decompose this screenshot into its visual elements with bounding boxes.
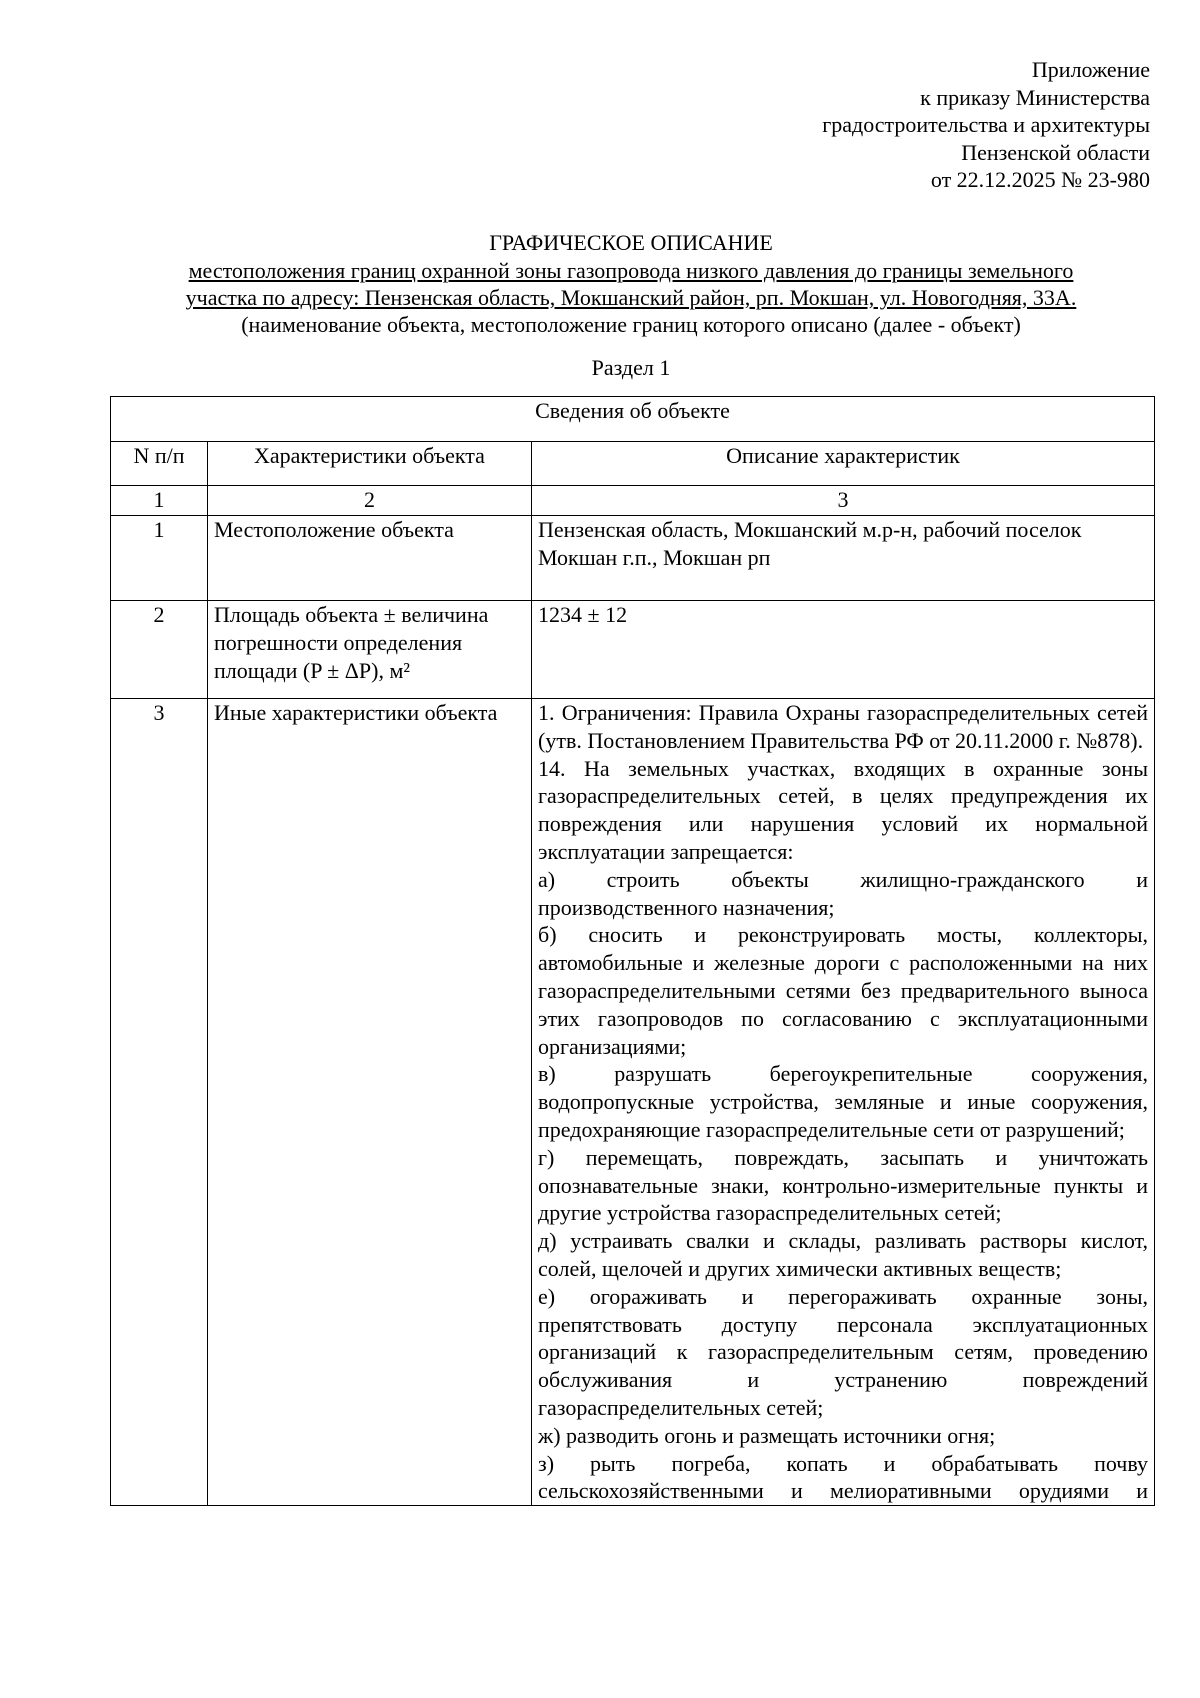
desc-paragraph: з) рыть погреба, копать и обрабатывать почву сельскохозяйственными и мелиоративными орудиями и — [538, 1450, 1148, 1504]
section-heading: Раздел 1 — [591, 355, 671, 380]
table-row — [111, 601, 1155, 699]
row-name: Местоположение объекта — [208, 516, 532, 601]
header-description: Описание характеристик — [532, 442, 1155, 486]
row-desc — [532, 699, 1155, 1506]
appendix-line: от 22.12.2025 № 23-980 — [930, 167, 1150, 192]
col-number: 1 — [111, 486, 208, 516]
desc-paragraph: а) строить объекты жилищно-гражданского и производственного назначения; — [538, 866, 1148, 920]
row-desc: 1234 ± 12 — [532, 601, 1155, 699]
row-name: Площадь объекта ± величина погрешности определения площади (P ± ΔP), м² — [208, 601, 532, 699]
document-subtitle — [0, 257, 1200, 338]
row-name: Иные характеристики объекта — [208, 699, 532, 1506]
appendix-line: Пензенской области — [961, 139, 1150, 165]
desc-paragraph: в) разрушать берегоукрепительные сооружения, водопропускные устройства, земляные и иные сооружения, предохраняющие газораспределительные сети от разрушений; — [538, 1061, 1148, 1142]
col-number: 2 — [208, 486, 532, 516]
desc-paragraph: г) перемещать, повреждать, засыпать и уничтожать опознавательные знаки, контрольно-измерительные пункты и другие устройства газораспределительных сетей; — [538, 1144, 1148, 1226]
appendix-block — [650, 56, 1150, 194]
desc-paragraph: 14. На земельных участках, входящих в охранные зоны газораспределительных сетей, в целях предупреждения их повреждения или нарушения условий их нормальной эксплуатации запрещается: — [538, 755, 1148, 864]
desc-paragraph: 1. Ограничения: Правила Охраны газораспределительных сетей (утв. Постановлением Правительства РФ от 20.11.2000 г. №878). — [538, 700, 1148, 753]
row-num: 3 — [111, 699, 208, 1506]
table-row — [111, 699, 1155, 1506]
document-title: ГРАФИЧЕСКОЕ ОПИСАНИЕ — [489, 230, 773, 255]
header-num: N п/п — [111, 442, 208, 486]
subtitle-note: (наименование объекта, местоположение границ которого описано (далее - объект) — [241, 312, 1021, 337]
row-desc: Пензенская область, Мокшанский м.р-н, рабочий поселок Мокшан г.п., Мокшан рп — [532, 516, 1155, 601]
table-caption: Сведения об объекте — [111, 397, 1155, 442]
desc-paragraph: д) устраивать свалки и склады, разливать растворы кислот, солей, щелочей и других химически активных веществ; — [538, 1228, 1148, 1281]
subtitle-line: местоположения границ охранной зоны газопровода низкого давления до границы земельного — [188, 258, 1074, 283]
header-characteristics: Характеристики объекта — [208, 442, 532, 486]
table-row — [111, 516, 1155, 601]
object-info-table — [110, 396, 1155, 1506]
desc-paragraph: б) сносить и реконструировать мосты, коллекторы, автомобильные и железные дороги с расположенными на них газораспределительными сетями без предварительного выноса этих газопроводов по согласованию с эксплуатационными организациями; — [538, 922, 1148, 1059]
col-number: 3 — [532, 486, 1155, 516]
appendix-line: к приказу Министерства — [920, 84, 1150, 110]
row-num: 2 — [111, 601, 208, 699]
subtitle-line: участка по адресу: Пензенская область, Мокшанский район, рп. Мокшан, ул. Новогодняя, 33А. — [185, 285, 1077, 310]
appendix-line: градостроительства и архитектуры — [822, 112, 1150, 137]
row-num: 1 — [111, 516, 208, 601]
desc-paragraph: ж) разводить огонь и размещать источники огня; — [538, 1422, 996, 1448]
appendix-line: Приложение — [1031, 57, 1150, 82]
desc-paragraph: е) огораживать и перегораживать охранные зоны, препятствовать доступу персонала эксплуатационных организаций к газораспределительным сетям, проведению обслуживания и устранению повреждений газораспределительных сетей; — [538, 1283, 1148, 1420]
